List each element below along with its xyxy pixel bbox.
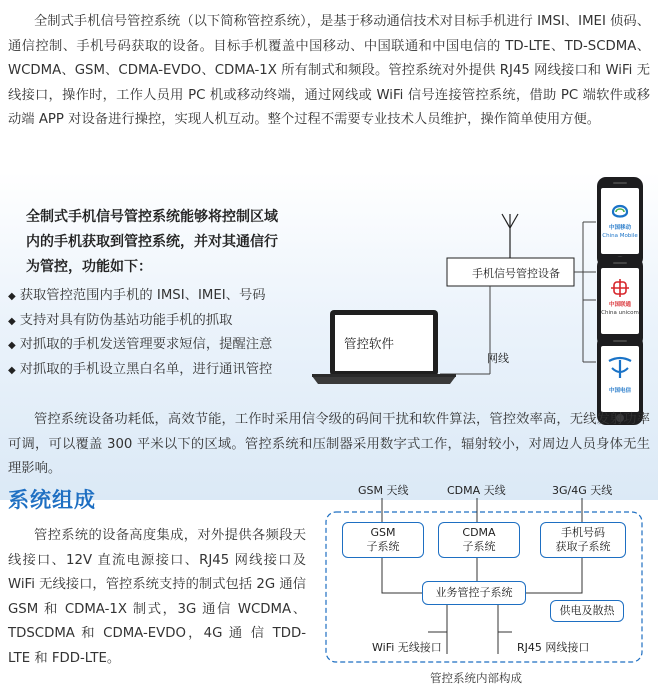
gsm-antenna-label: GSM 天线 [358,484,409,497]
control-software-label: 管控软件 [344,336,395,351]
carrier-name-cn: 中国联通 [608,302,631,308]
carrier-name-en: China Mobile [602,233,638,239]
feature-item: ◆ 对抓取的手机发送管理要求短信，提醒注意 [8,337,273,352]
rj45-port-label: RJ45 网线接口 [517,641,590,654]
diamond-bullet-icon: ◆ [8,364,16,376]
power-cooling-box: 供电及散热 [550,600,624,622]
carrier-name-cn: 中国电信 [608,388,631,394]
phone-screen [601,188,639,254]
feature-item: ◆ 支持对具有防伪基站功能手机的抓取 [8,312,233,328]
diamond-bullet-icon: ◆ [8,315,16,327]
china-telecom-logo-icon [601,352,639,386]
phone-number-subsystem-box: 手机号码 获取子系统 [540,522,626,558]
diagram-caption: 管控系统内部构成 [430,671,522,685]
core-control-subsystem-box: 业务管控子系统 [422,581,526,605]
feature-headline: 全制式手机信号管控系统能够将控制区域内的手机获取到管控系统，并对其通信行为管控，功能如下： [26,209,278,275]
phone-screen [601,268,639,334]
diamond-bullet-icon: ◆ [8,340,16,351]
speaker-slot [613,340,627,342]
composition-text-section [8,524,306,671]
feature-list [8,284,298,382]
phone-screen [601,346,639,412]
composition-paragraph: 管控系统的设备高度集成，对外提供各频段天线接口、12V 直流电源接口、RJ45 网线接口及 WiFi 无线接口，管控系统支持的制式包括 2G 通信 GSM 和 CDMA-1X 制式，3G 通信 WCDMA、TDSCDMA 和 CDMA-EVDO，4G 通 信 TDD-LTE 和 FDD-LTE。 [8,528,306,666]
diamond-bullet-icon: ◆ [8,291,16,302]
gsm-subsystem-box: GSM 子系统 [342,522,424,558]
carrier-name-cn: 中国移动 [608,225,631,231]
speaker-slot [613,182,627,184]
speaker-slot [613,262,627,264]
connection-lines [440,222,596,374]
cdma-antenna-label: CDMA 天线 [447,484,506,497]
carrier-name-en: China unicom [601,310,639,316]
network-cable-label: 网线 [487,352,509,365]
china-mobile-phone [597,177,643,267]
efficiency-paragraph: 管控系统设备功耗低，高效节能，工作时采用信令级的码间干扰和软件算法，管控效率高，无线发射功率可调，可以覆盖 300 平米以下的区域。管控系统和压制器采用数字式工作，辐射较小，对周边人员身体无生理影响。 [8,412,650,476]
3g4g-antenna-label: 3G/4G 天线 [552,484,613,497]
china-unicom-phone [597,257,643,347]
intro-paragraph: 全制式手机信号管控系统（以下简称管控系统），是基于移动通信技术对目标手机进行 IMSI、IMEI 侦码、通信控制、手机号码获取的设备。目标手机覆盖中国移动、中国联通和中国电信的 TD-LTE、TD-SCDMA、WCDMA、GSM、CDMA-EVDO、CDMA-1X 所有制式和频段。管控系统对外提供 RJ45 网线接口和 WiFi 无线接口，操作时，工作人员用 PC 机或移动终端，通过网线或 WiFi 信号连接管控系统，借助 PC 端软件或移动端 APP 对设备进行操控，实现人机互动。整个过程不需要专业技术人员维护，操作简单使用方便。 [8,14,650,127]
feature-item: ◆ 对抓取的手机设立黑白名单，进行通讯管控 [8,361,273,377]
intro-section [8,10,650,133]
china-mobile-logo-icon [601,196,639,226]
feature-item: ◆ 获取管控范围内手机的 IMSI、IMEI、号码 [8,288,266,303]
wifi-port-label: WiFi 无线接口 [372,641,442,654]
feature-list-section [8,205,298,382]
cdma-subsystem-box: CDMA 子系统 [438,522,520,558]
control-device-label: 手机信号管控设备 [472,267,560,280]
antenna-icon [502,214,518,264]
efficiency-section [8,408,650,482]
section-title: 系统组成 [8,488,96,512]
china-unicom-logo-icon [601,274,639,304]
